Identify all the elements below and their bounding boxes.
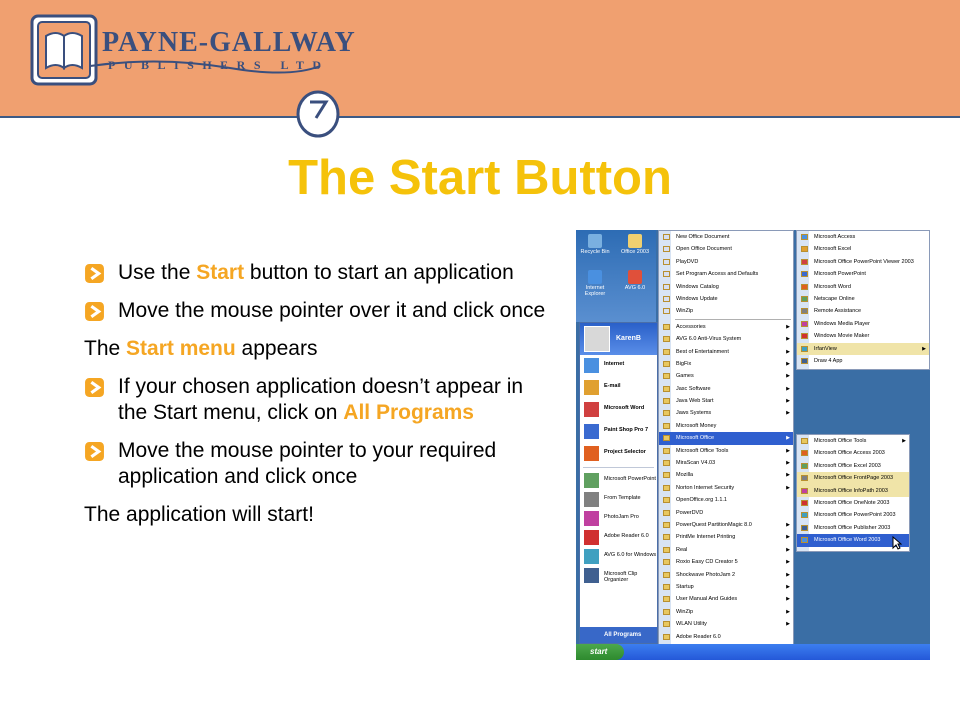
plain-line — [84, 502, 549, 528]
menu-item[interactable] — [797, 460, 909, 472]
menu-item-label: Microsoft Office Access 2003 — [814, 450, 885, 457]
menu-item-label: Microsoft Money — [676, 422, 717, 429]
menu-item[interactable] — [659, 346, 793, 358]
menu-item[interactable] — [797, 281, 929, 293]
menu-item[interactable] — [659, 370, 793, 382]
bullet-text: Use the — [118, 261, 197, 284]
menu-item[interactable] — [659, 544, 793, 556]
program-icon — [663, 234, 670, 240]
menu-item-label: OpenOffice.org 1.1.1 — [676, 497, 727, 504]
menu-item[interactable] — [797, 497, 909, 509]
program-icon — [584, 530, 599, 545]
menu-item[interactable] — [797, 293, 929, 305]
menu-item-label: Windows Catalog — [676, 283, 719, 290]
folder-icon — [628, 234, 642, 248]
submenu-arrow-icon: ▶ — [786, 608, 790, 615]
menu-item[interactable] — [797, 256, 929, 268]
folder-icon — [663, 547, 670, 553]
desktop-icon-label: Internet Explorer — [584, 285, 606, 297]
bullet-text: appears — [235, 337, 318, 360]
submenu-arrow-icon: ▶ — [786, 373, 790, 380]
program-icon — [801, 271, 808, 277]
start-panel-item-label: Adobe Reader 6.0 — [604, 533, 649, 539]
menu-item[interactable] — [797, 318, 929, 330]
menu-item[interactable] — [659, 333, 793, 345]
office-submenu — [796, 434, 910, 552]
submenu-arrow-icon: ▶ — [786, 447, 790, 454]
bullet-arrow-icon — [84, 263, 105, 284]
submenu-arrow-icon: ▶ — [922, 345, 926, 352]
all-programs-button[interactable]: All Programs — [580, 627, 657, 643]
start-panel-item-label: Microsoft PowerPoint — [604, 476, 656, 482]
menu-item-label: Shockwave PhotoJam 2 — [676, 571, 736, 578]
program-icon — [663, 259, 670, 265]
menu-item[interactable] — [659, 457, 793, 469]
menu-item[interactable] — [797, 243, 929, 255]
desktop-icon — [618, 234, 652, 255]
program-icon — [801, 234, 808, 240]
program-icon — [801, 296, 808, 302]
folder-icon — [663, 460, 670, 466]
menu-item[interactable] — [797, 343, 929, 355]
desktop-icon — [578, 234, 612, 255]
menu-item[interactable] — [659, 395, 793, 407]
program-icon — [584, 446, 599, 461]
program-icon — [584, 380, 599, 395]
menu-item-label: PrintMe Internet Printing — [676, 534, 736, 541]
bullet-item — [84, 260, 549, 286]
submenu-arrow-icon: ▶ — [786, 323, 790, 330]
menu-item[interactable] — [659, 321, 793, 333]
program-icon — [584, 511, 599, 526]
menu-item-label: Startup — [676, 583, 694, 590]
menu-item[interactable] — [797, 268, 929, 280]
submenu-arrow-icon: ▶ — [786, 559, 790, 566]
menu-item-label: Roxio Easy CD Creator 5 — [676, 559, 738, 566]
slide-title: The Start Button — [288, 151, 672, 205]
program-icon — [584, 358, 599, 373]
start-menu-screenshot — [576, 230, 930, 660]
folder-icon — [663, 609, 670, 615]
program-icon — [801, 358, 808, 364]
start-panel-item-label: E-mail — [604, 383, 621, 389]
menu-item[interactable] — [659, 556, 793, 568]
menu-item-label: Microsoft Office FrontPage 2003 — [814, 475, 894, 482]
desktop-icon — [578, 270, 612, 297]
program-icon — [663, 271, 670, 277]
program-icon — [584, 568, 599, 583]
program-icon — [663, 510, 670, 516]
menu-item[interactable] — [659, 519, 793, 531]
submenu-arrow-icon: ▶ — [786, 336, 790, 343]
menu-item[interactable] — [659, 358, 793, 370]
menu-item[interactable] — [659, 569, 793, 581]
program-icon — [801, 450, 808, 456]
submenu-arrow-icon: ▶ — [786, 521, 790, 528]
logo-name: PAYNE-GALLWAY — [102, 27, 356, 58]
folder-icon — [663, 472, 670, 478]
pinned-programs — [580, 355, 657, 584]
program-icon — [801, 500, 808, 506]
menu-item-label: Microsoft Word — [814, 283, 851, 290]
bullet-item — [84, 438, 549, 490]
menu-item-label: Java Web Start — [676, 398, 714, 405]
menu-item[interactable] — [659, 581, 793, 593]
menu-item-label: User Manual And Guides — [676, 596, 738, 603]
program-icon — [663, 497, 670, 503]
user-header — [580, 323, 657, 355]
program-icon — [584, 492, 599, 507]
folder-icon — [663, 534, 670, 540]
folder-icon — [663, 349, 670, 355]
highlight-all-programs: All Programs — [343, 401, 474, 424]
folder-icon — [663, 448, 670, 454]
avatar — [584, 326, 610, 352]
all-programs-menu — [658, 230, 794, 660]
menu-item-label: Adobe Reader 6.0 — [676, 633, 721, 640]
folder-icon — [663, 336, 670, 342]
programs-submenu — [796, 230, 930, 370]
folder-icon — [663, 584, 670, 590]
submenu-arrow-icon: ▶ — [786, 410, 790, 417]
menu-item-label: Microsoft Office PowerPoint Viewer 2003 — [814, 258, 914, 265]
menu-item[interactable] — [659, 281, 793, 293]
menu-item-label: Microsoft Office PowerPoint 2003 — [814, 512, 896, 519]
menu-item-label: Remote Assistance — [814, 308, 862, 315]
recycle-bin-icon — [588, 234, 602, 248]
bullet-text: Move the mouse pointer over it and click once — [118, 299, 546, 322]
start-panel-item[interactable] — [580, 508, 657, 527]
program-icon — [801, 488, 808, 494]
submenu-arrow-icon: ▶ — [786, 546, 790, 553]
menu-item[interactable] — [797, 485, 909, 497]
menu-item[interactable] — [659, 445, 793, 457]
menu-item-label: Norton Internet Security — [676, 484, 735, 491]
menu-item[interactable] — [659, 618, 793, 630]
bullet-arrow-icon — [84, 301, 105, 322]
submenu-arrow-icon: ▶ — [786, 534, 790, 541]
menu-item[interactable] — [659, 507, 793, 519]
menu-item-label: WLAN Utility — [676, 621, 707, 628]
menu-item[interactable] — [797, 435, 909, 447]
start-panel-item[interactable] — [580, 421, 657, 443]
bullet-item — [84, 298, 549, 324]
submenu-arrow-icon: ▶ — [786, 348, 790, 355]
folder-icon — [663, 398, 670, 404]
menu-item[interactable] — [659, 293, 793, 305]
submenu-arrow-icon: ▶ — [902, 438, 906, 444]
program-icon — [801, 246, 808, 252]
menu-item[interactable] — [659, 482, 793, 494]
menu-item-label: Microsoft Office Word 2003 — [814, 537, 881, 544]
menu-item-label: Microsoft Office — [676, 435, 715, 442]
menu-item-label: BigFix — [676, 360, 692, 367]
menu-item[interactable] — [659, 256, 793, 268]
submenu-arrow-icon: ▶ — [786, 460, 790, 467]
menu-item[interactable] — [659, 494, 793, 506]
menu-item-label: Real — [676, 546, 688, 553]
menu-item-label: Jaws Systems — [676, 410, 712, 417]
menu-item-label: Microsoft Office Tools — [814, 438, 867, 444]
start-panel-item-label: From Template — [604, 495, 641, 501]
folder-icon — [663, 324, 670, 330]
logo-book-icon — [30, 14, 98, 86]
menu-item[interactable] — [797, 305, 929, 317]
desktop-icon — [618, 270, 652, 291]
menu-item-label: WinZip — [676, 608, 694, 615]
menu-item[interactable] — [659, 231, 793, 243]
menu-item-label: PowerDVD — [676, 509, 704, 516]
menu-item-label: Mozilla — [676, 472, 694, 479]
logo-subtitle: PUBLISHERS LTD — [108, 58, 330, 72]
menu-item-label: Microsoft Access — [814, 234, 856, 240]
menu-item-label: Microsoft Office Tools — [676, 447, 729, 454]
start-panel-item[interactable] — [580, 565, 657, 584]
desktop-icon-label: AVG 6.0 — [624, 285, 646, 291]
internet-explorer-icon — [588, 270, 602, 284]
program-icon — [663, 308, 670, 314]
program-icon — [801, 463, 808, 469]
start-panel-item[interactable] — [580, 470, 657, 489]
folder-icon — [801, 438, 808, 444]
menu-item-label: Set Program Access and Defaults — [676, 271, 759, 278]
start-panel-item-label: Project Selector — [604, 449, 646, 455]
start-panel-item-label: Internet — [604, 361, 625, 367]
menu-item-label: Games — [676, 373, 694, 380]
folder-icon — [663, 435, 670, 441]
menu-item[interactable] — [659, 531, 793, 543]
bullet-arrow-icon — [84, 377, 105, 398]
start-panel-item[interactable] — [580, 489, 657, 508]
menu-item-label: Windows Movie Maker — [814, 333, 870, 340]
menu-item-label: New Office Document — [676, 234, 730, 240]
menu-item[interactable] — [659, 593, 793, 605]
program-icon — [801, 333, 808, 339]
menu-item[interactable] — [797, 231, 929, 243]
bullet-text: button to start an application — [244, 261, 514, 284]
program-icon — [663, 296, 670, 302]
menu-item-label: Microsoft PowerPoint — [814, 271, 866, 278]
menu-item-label: WinZip — [676, 308, 694, 315]
folder-icon — [663, 621, 670, 627]
submenu-arrow-icon: ▶ — [786, 360, 790, 367]
menu-item[interactable] — [659, 305, 793, 317]
menu-item-label: Windows Media Player — [814, 320, 870, 327]
menu-item[interactable] — [797, 330, 929, 342]
start-panel-item[interactable] — [580, 399, 657, 421]
menu-item[interactable] — [797, 522, 909, 534]
submenu-arrow-icon: ▶ — [786, 398, 790, 405]
plain-line — [84, 336, 549, 362]
program-icon — [801, 259, 808, 265]
bullet-list — [84, 260, 549, 540]
menu-item-label: Open Office Document — [676, 246, 732, 253]
menu-item-label: PlayDVD — [676, 258, 699, 265]
mouse-pointer-icon — [892, 536, 902, 550]
start-menu-panel — [579, 322, 658, 644]
folder-icon — [663, 522, 670, 528]
submenu-arrow-icon: ▶ — [786, 621, 790, 628]
menu-item[interactable] — [659, 606, 793, 618]
program-icon — [584, 424, 599, 439]
menu-item[interactable] — [797, 472, 909, 484]
bullet-text: The — [84, 337, 127, 360]
start-panel-item[interactable] — [580, 546, 657, 565]
menu-item[interactable] — [797, 509, 909, 521]
menu-item-label: Microsoft Office InfoPath 2003 — [814, 487, 888, 494]
menu-item-label: Microsoft Office Excel 2003 — [814, 462, 881, 469]
bullet-text: The application will start! — [84, 503, 314, 526]
menu-item[interactable] — [659, 383, 793, 395]
program-icon — [663, 423, 670, 429]
folder-icon — [663, 596, 670, 602]
bullet-text: If your chosen application doesn’t appear in the Start menu, click on — [118, 375, 524, 424]
program-icon — [801, 321, 808, 327]
user-name: KarenB — [616, 335, 641, 342]
program-icon — [801, 308, 808, 314]
menu-item-label: Microsoft Office Publisher 2003 — [814, 524, 891, 531]
program-icon — [584, 402, 599, 417]
menu-item[interactable] — [659, 469, 793, 481]
menu-item-label: Jasc Software — [676, 385, 711, 392]
start-panel-item-label: Paint Shop Pro 7 — [604, 427, 649, 433]
desktop-icon-label: Recycle Bin — [580, 249, 610, 255]
menu-item[interactable] — [797, 447, 909, 459]
program-icon — [801, 537, 808, 543]
menu-item[interactable] — [659, 631, 793, 643]
bullet-item — [84, 374, 549, 426]
start-button[interactable]: start — [576, 644, 624, 660]
submenu-arrow-icon: ▶ — [786, 435, 790, 442]
submenu-arrow-icon: ▶ — [786, 472, 790, 479]
menu-item-label: AVG 6.0 Anti-Virus System — [676, 336, 742, 343]
menu-item-label: Accessories — [676, 323, 706, 330]
program-icon — [663, 284, 670, 290]
mouse-cable-icon — [90, 60, 350, 140]
menu-item-label: Windows Update — [676, 295, 718, 302]
folder-icon — [663, 386, 670, 392]
program-icon — [584, 473, 599, 488]
start-panel-item[interactable] — [580, 527, 657, 546]
menu-item-label: MiraScan V4.03 — [676, 460, 716, 467]
menu-item-label: Microsoft Office OneNote 2003 — [814, 499, 890, 506]
start-panel-item-label: PhotoJam Pro — [604, 514, 639, 520]
menu-item-label: Netscape Online — [814, 295, 855, 302]
avg-icon — [628, 270, 642, 284]
submenu-arrow-icon: ▶ — [786, 484, 790, 491]
menu-separator — [675, 319, 791, 320]
start-panel-item[interactable] — [580, 377, 657, 399]
folder-icon — [663, 559, 670, 565]
menu-item[interactable] — [659, 432, 793, 444]
program-icon — [801, 346, 808, 352]
folder-icon — [663, 410, 670, 416]
program-icon — [801, 512, 808, 518]
taskbar — [576, 644, 930, 660]
start-panel-item-label: Microsoft Word — [604, 405, 645, 411]
folder-icon — [663, 485, 670, 491]
bullet-text: Move the mouse pointer to your required application and click once — [118, 439, 497, 488]
start-panel-item-label: AVG 6.0 for Windows — [604, 552, 657, 558]
menu-item[interactable] — [659, 420, 793, 432]
program-icon — [801, 525, 808, 531]
program-icon — [663, 634, 670, 640]
menu-item[interactable] — [659, 407, 793, 419]
submenu-arrow-icon: ▶ — [786, 583, 790, 590]
menu-item-label: PowerQuest PartitionMagic 8.0 — [676, 521, 752, 528]
menu-item[interactable] — [659, 268, 793, 280]
menu-item-label: Best of Entertainment — [676, 348, 729, 355]
menu-item[interactable] — [797, 355, 929, 367]
program-icon — [663, 246, 670, 252]
submenu-arrow-icon: ▶ — [786, 571, 790, 578]
bullet-arrow-icon — [84, 441, 105, 462]
start-panel-item[interactable] — [580, 443, 657, 465]
desktop — [576, 230, 656, 322]
folder-icon — [663, 572, 670, 578]
folder-icon — [663, 373, 670, 379]
folder-icon — [663, 361, 670, 367]
highlight-start-menu: Start menu — [126, 337, 236, 360]
menu-separator — [583, 467, 654, 468]
program-icon — [584, 549, 599, 564]
menu-item-label: Microsoft Excel — [814, 246, 852, 253]
menu-item[interactable] — [659, 243, 793, 255]
start-panel-item-label: Microsoft Clip Organizer — [604, 571, 638, 583]
menu-item-label: IrfanView — [814, 345, 837, 352]
submenu-arrow-icon: ▶ — [786, 385, 790, 392]
menu-item-label: Draw 4 App — [814, 357, 843, 364]
submenu-arrow-icon: ▶ — [786, 596, 790, 603]
highlight-start: Start — [196, 261, 245, 284]
desktop-icon-label: Office 2003 — [620, 249, 650, 255]
start-panel-item[interactable] — [580, 355, 657, 377]
program-icon — [801, 475, 808, 481]
program-icon — [801, 284, 808, 290]
